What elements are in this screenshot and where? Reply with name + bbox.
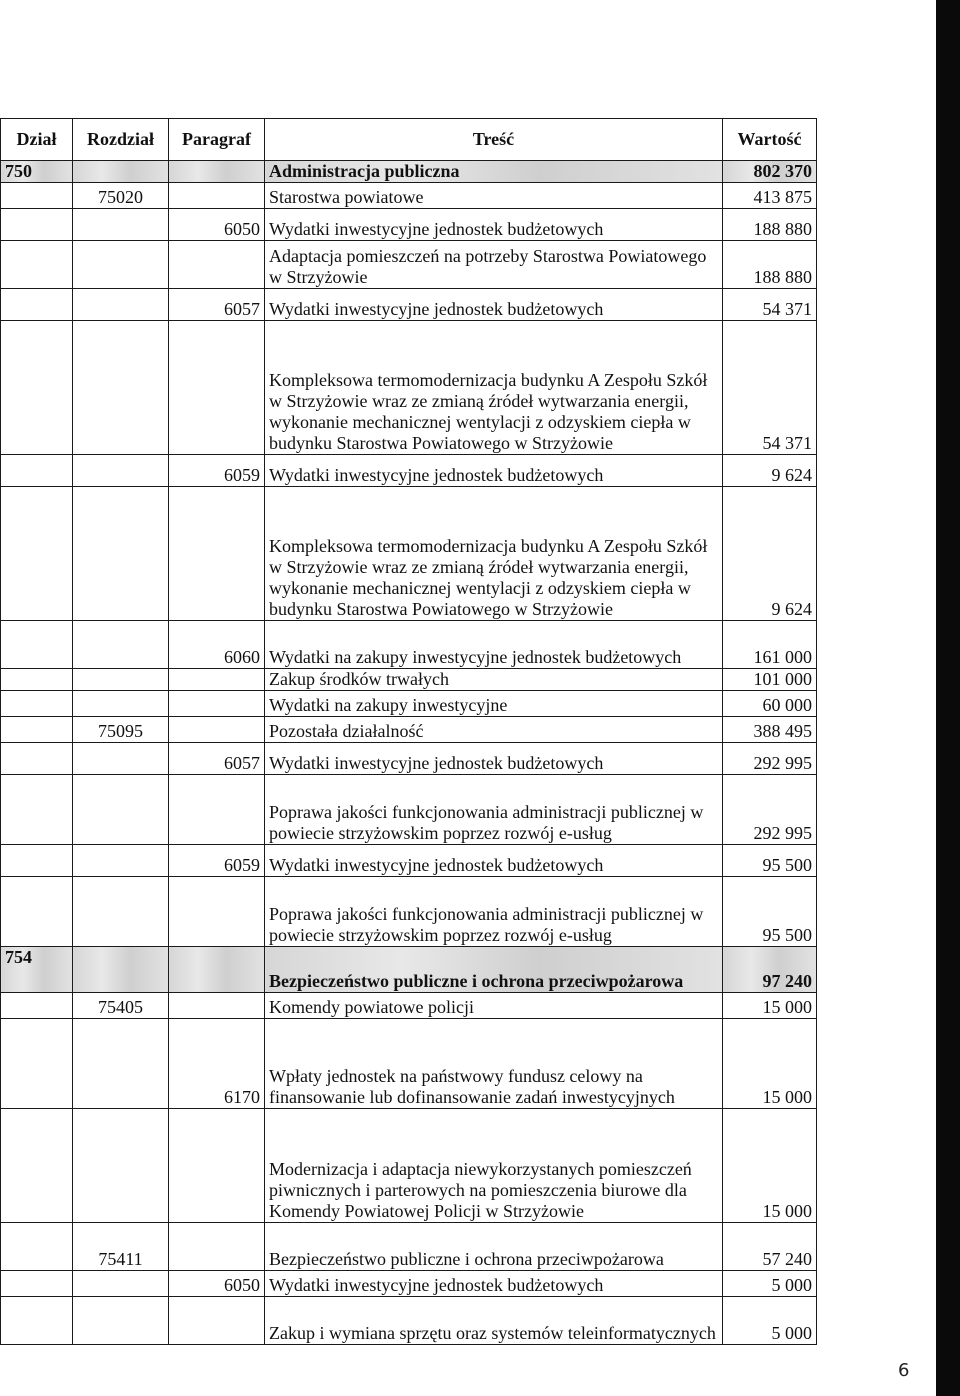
cell-paragraf <box>169 487 265 621</box>
cell-paragraf: 6060 <box>169 621 265 669</box>
cell-dzial <box>1 1019 73 1109</box>
cell-rozdzial <box>73 455 169 487</box>
cell-dzial: 754 <box>1 947 73 993</box>
cell-tresc: Kompleksowa termomodernizacja budynku A Zespołu Szkół w Strzyżowie wraz ze zmianą źródeł wytwarzania energii, wykonanie mechanicznej wentylacji z odzyskiem ciepła w budynku Starostwa Powiatowego w Strzyżowie <box>265 487 723 621</box>
cell-paragraf: 6059 <box>169 455 265 487</box>
cell-tresc: Zakup i wymiana sprzętu oraz systemów teleinformatycznych <box>265 1297 723 1345</box>
cell-dzial <box>1 877 73 947</box>
cell-dzial <box>1 669 73 691</box>
cell-tresc: Kompleksowa termomodernizacja budynku A Zespołu Szkół w Strzyżowie wraz ze zmianą źródeł wytwarzania energii, wykonanie mechanicznej wentylacji z odzyskiem ciepła w budynku Starostwa Powiatowego w Strzyżowie <box>265 321 723 455</box>
table-row <box>1 455 817 487</box>
table-row <box>1 1109 817 1223</box>
cell-rozdzial <box>73 1109 169 1223</box>
table-row <box>1 669 817 691</box>
cell-tresc: Wydatki inwestycyjne jednostek budżetowych <box>265 743 723 775</box>
section-row <box>1 161 817 183</box>
cell-paragraf <box>169 321 265 455</box>
cell-paragraf: 6057 <box>169 743 265 775</box>
table-row <box>1 1019 817 1109</box>
cell-paragraf <box>169 1109 265 1223</box>
cell-rozdzial <box>73 669 169 691</box>
cell-tresc: Wydatki na zakupy inwestycyjne <box>265 691 723 717</box>
cell-rozdzial <box>73 775 169 845</box>
table-row <box>1 621 817 669</box>
table-row <box>1 743 817 775</box>
cell-paragraf <box>169 717 265 743</box>
table-row <box>1 845 817 877</box>
cell-paragraf: 6059 <box>169 845 265 877</box>
cell-tresc: Wydatki inwestycyjne jednostek budżetowych <box>265 1271 723 1297</box>
cell-wartosc: 292 995 <box>723 743 817 775</box>
header-wartosc: Wartość <box>723 119 817 161</box>
cell-tresc: Poprawa jakości funkcjonowania administracji publicznej w powiecie strzyżowskim poprzez rozwój e-usług <box>265 775 723 845</box>
table-row <box>1 993 817 1019</box>
cell-paragraf <box>169 775 265 845</box>
cell-rozdzial: 75405 <box>73 993 169 1019</box>
cell-tresc: Poprawa jakości funkcjonowania administracji publicznej w powiecie strzyżowskim poprzez rozwój e-usług <box>265 877 723 947</box>
section-row <box>1 947 817 993</box>
cell-tresc: Komendy powiatowe policji <box>265 993 723 1019</box>
cell-tresc: Administracja publiczna <box>265 161 723 183</box>
table-row <box>1 241 817 289</box>
cell-tresc: Modernizacja i adaptacja niewykorzystanych pomieszczeń piwnicznych i parterowych na pomieszczenia biurowe dla Komendy Powiatowej Policji w Strzyżowie <box>265 1109 723 1223</box>
table-row <box>1 183 817 209</box>
table-body <box>1 161 817 1345</box>
cell-dzial <box>1 289 73 321</box>
table-row <box>1 877 817 947</box>
cell-rozdzial <box>73 691 169 717</box>
table-row <box>1 321 817 455</box>
cell-dzial <box>1 845 73 877</box>
cell-tresc: Wydatki inwestycyjne jednostek budżetowych <box>265 455 723 487</box>
cell-wartosc: 188 880 <box>723 241 817 289</box>
cell-wartosc: 161 000 <box>723 621 817 669</box>
cell-wartosc: 188 880 <box>723 209 817 241</box>
cell-dzial <box>1 1297 73 1345</box>
cell-wartosc: 292 995 <box>723 775 817 845</box>
cell-dzial <box>1 691 73 717</box>
cell-wartosc: 15 000 <box>723 993 817 1019</box>
cell-paragraf <box>169 691 265 717</box>
cell-paragraf: 6050 <box>169 209 265 241</box>
cell-tresc: Wpłaty jednostek na państwowy fundusz celowy na finansowanie lub dofinansowanie zadań inwestycyjnych <box>265 1019 723 1109</box>
cell-wartosc: 15 000 <box>723 1109 817 1223</box>
cell-wartosc: 97 240 <box>723 947 817 993</box>
cell-rozdzial <box>73 161 169 183</box>
cell-dzial <box>1 1223 73 1271</box>
header-rozdzial: Rozdział <box>73 119 169 161</box>
page-number: 6 <box>898 1360 910 1381</box>
cell-dzial <box>1 621 73 669</box>
cell-dzial <box>1 1271 73 1297</box>
table-row <box>1 209 817 241</box>
cell-paragraf: 6050 <box>169 1271 265 1297</box>
cell-rozdzial <box>73 487 169 621</box>
cell-dzial <box>1 993 73 1019</box>
cell-wartosc: 5 000 <box>723 1271 817 1297</box>
cell-wartosc: 95 500 <box>723 845 817 877</box>
cell-rozdzial <box>73 1297 169 1345</box>
cell-dzial <box>1 487 73 621</box>
table-row <box>1 1297 817 1345</box>
cell-wartosc: 9 624 <box>723 455 817 487</box>
cell-wartosc: 54 371 <box>723 321 817 455</box>
header-tresc: Treść <box>265 119 723 161</box>
cell-wartosc: 413 875 <box>723 183 817 209</box>
cell-paragraf: 6170 <box>169 1019 265 1109</box>
cell-wartosc: 388 495 <box>723 717 817 743</box>
cell-wartosc: 54 371 <box>723 289 817 321</box>
cell-tresc: Wydatki inwestycyjne jednostek budżetowych <box>265 289 723 321</box>
cell-tresc: Bezpieczeństwo publiczne i ochrona przeciwpożarowa <box>265 947 723 993</box>
cell-wartosc: 57 240 <box>723 1223 817 1271</box>
cell-rozdzial <box>73 845 169 877</box>
cell-paragraf <box>169 669 265 691</box>
cell-wartosc: 15 000 <box>723 1019 817 1109</box>
scan-edge-bar <box>936 0 960 1396</box>
cell-rozdzial <box>73 877 169 947</box>
cell-rozdzial: 75411 <box>73 1223 169 1271</box>
cell-dzial <box>1 1109 73 1223</box>
cell-paragraf <box>169 1297 265 1345</box>
cell-rozdzial: 75095 <box>73 717 169 743</box>
cell-dzial <box>1 241 73 289</box>
cell-wartosc: 802 370 <box>723 161 817 183</box>
cell-rozdzial <box>73 289 169 321</box>
cell-paragraf <box>169 161 265 183</box>
cell-dzial <box>1 717 73 743</box>
cell-rozdzial <box>73 947 169 993</box>
table-row <box>1 691 817 717</box>
cell-wartosc: 95 500 <box>723 877 817 947</box>
table-row <box>1 1223 817 1271</box>
header-dzial: Dział <box>1 119 73 161</box>
cell-tresc: Adaptacja pomieszczeń na potrzeby Starostwa Powiatowego w Strzyżowie <box>265 241 723 289</box>
cell-dzial <box>1 455 73 487</box>
cell-rozdzial <box>73 1019 169 1109</box>
table-row <box>1 717 817 743</box>
cell-rozdzial <box>73 209 169 241</box>
cell-tresc: Wydatki inwestycyjne jednostek budżetowych <box>265 845 723 877</box>
cell-paragraf <box>169 183 265 209</box>
cell-dzial <box>1 321 73 455</box>
cell-rozdzial: 75020 <box>73 183 169 209</box>
cell-tresc: Zakup środków trwałych <box>265 669 723 691</box>
cell-wartosc: 101 000 <box>723 669 817 691</box>
cell-tresc: Bezpieczeństwo publiczne i ochrona przeciwpożarowa <box>265 1223 723 1271</box>
cell-paragraf <box>169 241 265 289</box>
table-row <box>1 289 817 321</box>
cell-tresc: Wydatki inwestycyjne jednostek budżetowych <box>265 209 723 241</box>
cell-paragraf <box>169 947 265 993</box>
budget-table <box>0 118 817 1345</box>
header-paragraf: Paragraf <box>169 119 265 161</box>
cell-rozdzial <box>73 621 169 669</box>
cell-dzial: 750 <box>1 161 73 183</box>
cell-rozdzial <box>73 321 169 455</box>
cell-wartosc: 5 000 <box>723 1297 817 1345</box>
cell-tresc: Wydatki na zakupy inwestycyjne jednostek budżetowych <box>265 621 723 669</box>
cell-wartosc: 60 000 <box>723 691 817 717</box>
cell-tresc: Pozostała działalność <box>265 717 723 743</box>
cell-dzial <box>1 183 73 209</box>
cell-rozdzial <box>73 241 169 289</box>
cell-dzial <box>1 775 73 845</box>
cell-rozdzial <box>73 743 169 775</box>
cell-paragraf <box>169 1223 265 1271</box>
cell-rozdzial <box>73 1271 169 1297</box>
cell-paragraf <box>169 877 265 947</box>
table-row <box>1 487 817 621</box>
table-row <box>1 1271 817 1297</box>
cell-dzial <box>1 743 73 775</box>
cell-tresc: Starostwa powiatowe <box>265 183 723 209</box>
cell-paragraf: 6057 <box>169 289 265 321</box>
cell-dzial <box>1 209 73 241</box>
cell-paragraf <box>169 993 265 1019</box>
cell-wartosc: 9 624 <box>723 487 817 621</box>
table-row <box>1 775 817 845</box>
table-header-row <box>1 119 817 161</box>
